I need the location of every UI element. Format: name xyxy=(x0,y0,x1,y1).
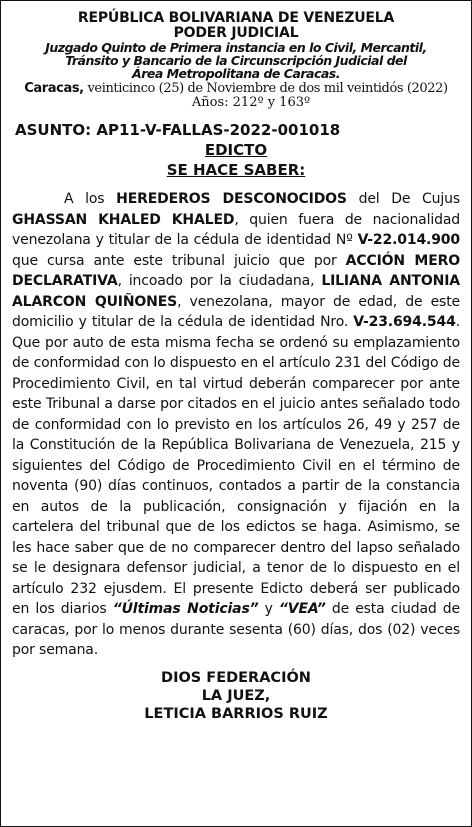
body-text: que cursa ante este tribunal juicio que por xyxy=(12,252,346,269)
republic-heading: REPÚBLICA BOLIVARIANA DE VENEZUELA xyxy=(77,10,395,26)
date-city: Caracas, xyxy=(24,81,84,96)
case-number: ASUNTO: AP11-V-FALLAS-2022-001018 xyxy=(15,121,341,139)
body-text: de esta ciudad de caracas, por lo menos durante sesenta (60) días, dos (02) veces por semana. xyxy=(12,601,460,658)
court-name-line-3: Área Metropolitana de Caracas. xyxy=(132,66,340,81)
body-text: , quien fuera de nacionalidad venezolana y titular de la cédula de identidad Nº xyxy=(12,211,460,248)
body-text: A los xyxy=(64,191,117,207)
body-text: . Que por auto de esta misma fecha se ordenó su emplazamiento de conformidad con lo dispuesto en el artículo 231 del Código de Procedimiento Civil, en tal virtud deberán comparecer por ante este Tribunal a darse por citados en el juicio antes señalado todo de conformidad con lo previsto en los artículos 26, 49 y 257 de la Constitución de la República Bolivariana de Venezuela, 215 y siguientes del Código de Procedimiento Civil en el término de noventa (90) días continuos, contados a partir de la constancia en autos de la publicación, consignación y fijación en la cartelera del tribunal que de los edictos se haga. Asimismo, se les hace saber que de no comparecer dentro del lapso señalado se le designara defensor judicial, a tenor de lo dispuesto en el artículo 232 ejusdem. El presente Edicto deberá ser publicado en los diarios xyxy=(12,314,460,617)
years-line: Años: 212º y 163º xyxy=(191,95,311,110)
dateline xyxy=(1,82,471,96)
body-text: y xyxy=(258,601,279,617)
closing-formula: DIOS FEDERACIÓN xyxy=(161,669,311,686)
notice-title: SE HACE SABER: xyxy=(166,161,306,179)
heirs-label: HEREDEROS DESCONOCIDOS xyxy=(116,191,347,207)
body-text: , venezolana, mayor de edad, de este domicilio y titular de la cédula de identidad Nro. xyxy=(12,293,460,330)
court-name-line-1: Juzgado Quinto de Primera instancia en lo Civil, Mercantil, xyxy=(45,40,427,55)
court-name-line-2: Tránsito y Bancario de la Circunscripción Judicial del xyxy=(65,53,407,68)
deceased-name: GHASSAN KHALED KHALED xyxy=(12,211,235,228)
edict-title: EDICTO xyxy=(204,141,268,159)
date-text: veinticinco (25) de Noviembre de dos mil veintidós (2022) xyxy=(83,81,448,96)
body-text: , incoado por la ciudadana, xyxy=(117,273,322,289)
newspaper-2: “VEA” xyxy=(278,601,326,617)
judge-title: LA JUEZ, xyxy=(201,687,271,704)
judge-name: LETICIA BARRIOS RUIZ xyxy=(144,705,328,722)
edict-body xyxy=(12,189,460,661)
judicial-power-heading: PODER JUDICIAL xyxy=(173,25,299,41)
newspaper-1: “Últimas Noticias” xyxy=(112,601,259,617)
action-type: ACCIÓN MERO DECLARATIVA xyxy=(12,252,460,289)
body-text: del De Cujus xyxy=(346,191,460,207)
plaintiff-id: V-23.694.544 xyxy=(353,314,456,330)
plaintiff-name: LILIANA ANTONIA ALARCON QUIÑONES xyxy=(12,273,460,310)
deceased-id: V-22.014.900 xyxy=(357,232,460,248)
